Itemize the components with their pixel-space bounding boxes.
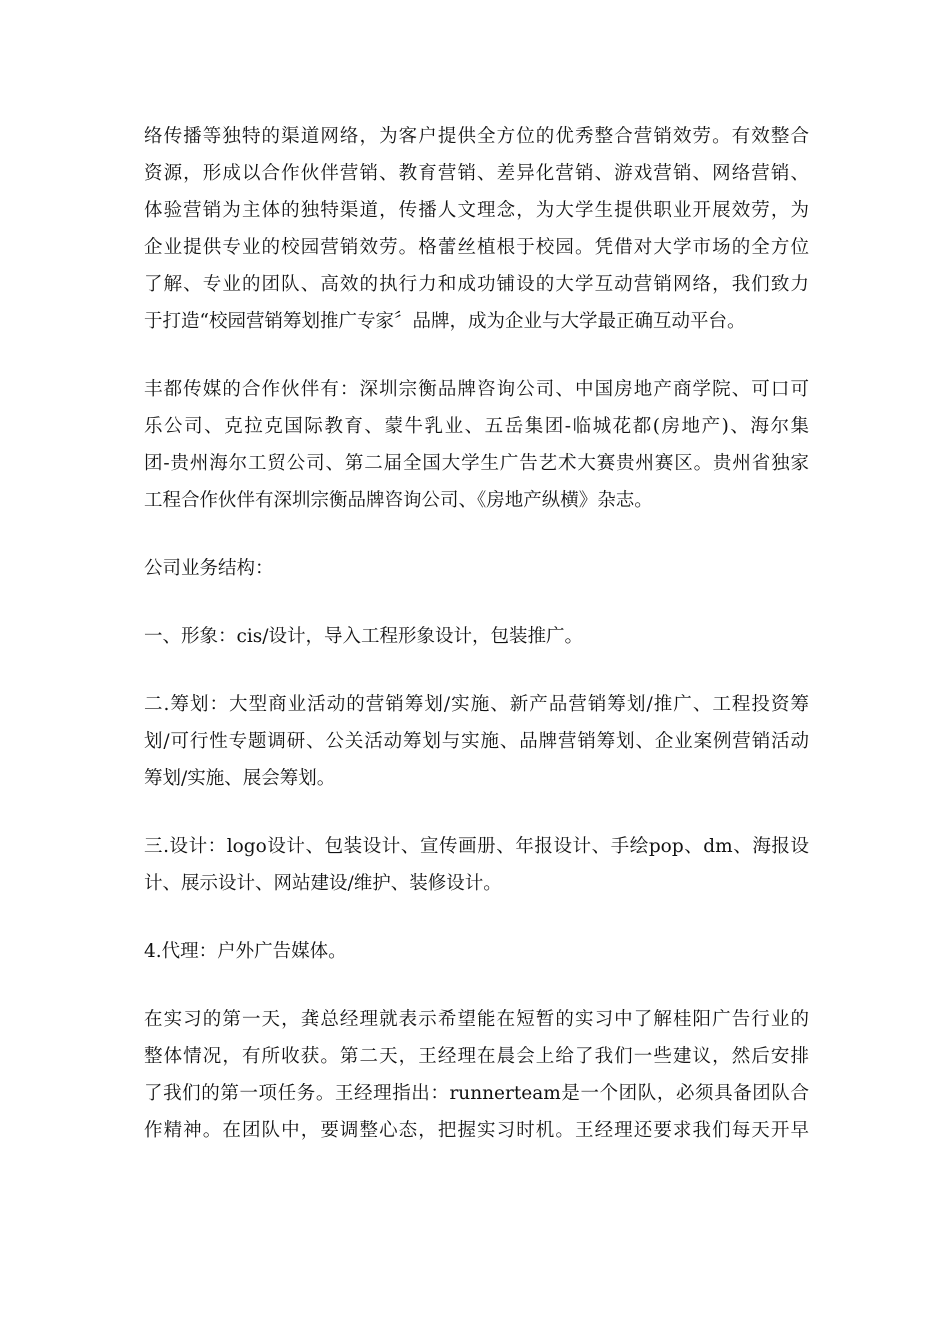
paragraph-business-image — [144, 618, 809, 655]
text-line: 划/可行性专题调研、公关活动筹划与实施、品牌营销筹划、企业案例营销活动 — [144, 731, 809, 752]
text-line: 工程合作伙伴有深圳宗衡品牌咨询公司、《房地产纵横》杂志。 — [144, 490, 653, 511]
text-line: 整体情况，有所收获。第二天，王经理在晨会上给了我们一些建议，然后安排 — [144, 1046, 809, 1067]
text-line: 企业提供专业的校园营销效劳。格蕾丝植根于校园。凭借对大学市场的全方位 — [144, 237, 809, 258]
text-line: 作精神。在团队中，要调整心态，把握实习时机。王经理还要求我们每天开早 — [144, 1120, 809, 1141]
text-line: 络传播等独特的渠道网络，为客户提供全方位的优秀整合营销效劳。有效整合 — [144, 126, 809, 147]
paragraph-business-design — [144, 828, 809, 902]
text-line: 团-贵州海尔工贸公司、第二届全国大学生广告艺术大赛贵州赛区。贵州省独家 — [144, 453, 809, 474]
paragraph-business-planning — [144, 686, 809, 797]
text-line: 筹划/实施、展会筹划。 — [144, 768, 336, 789]
text-line: 了解、专业的团队、高效的执行力和成功铺设的大学互动营销网络，我们致力 — [144, 274, 809, 295]
text-line: 体验营销为主体的独特渠道，传播人文理念，为大学生提供职业开展效劳，为 — [144, 200, 809, 221]
text-line: 公司业务结构： — [144, 558, 274, 579]
text-line: 二.筹划：大型商业活动的营销筹划/实施、新产品营销筹划/推广、工程投资筹 — [144, 694, 809, 715]
text-line: 丰都传媒的合作伙伴有：深圳宗衡品牌咨询公司、中国房地产商学院、可口可 — [144, 379, 809, 400]
text-line: 计、展示设计、网站建设/维护、装修设计。 — [144, 873, 502, 894]
text-line: 乐公司、克拉克国际教育、蒙牛乳业、五岳集团-临城花都(房地产)、海尔集 — [144, 416, 809, 437]
paragraph-business-structure-heading — [144, 550, 809, 587]
text-line: 在实习的第一天，龚总经理就表示希望能在短暂的实习中了解桂阳广告行业的 — [144, 1009, 809, 1030]
text-line: 于打造“校园营销筹划推广专家〞品牌，成为企业与大学最正确互动平台。 — [144, 311, 746, 332]
paragraph-internship — [144, 1001, 809, 1149]
paragraph-partners — [144, 371, 809, 519]
paragraph-company-intro — [144, 118, 809, 340]
text-line: 三.设计：logo设计、包装设计、宣传画册、年报设计、手绘pop、dm、海报设 — [144, 836, 809, 857]
text-line: 一、形象：cis/设计，导入工程形象设计，包装推广。 — [144, 626, 584, 647]
text-line: 4.代理：户外广告媒体。 — [144, 941, 347, 962]
text-line: 资源，形成以合作伙伴营销、教育营销、差异化营销、游戏营销、网络营销、 — [144, 163, 809, 184]
document-body — [144, 118, 809, 1180]
text-line: 了我们的第一项任务。王经理指出：runnerteam是一个团队，必须具备团队合 — [144, 1083, 809, 1104]
paragraph-business-agency — [144, 933, 809, 970]
